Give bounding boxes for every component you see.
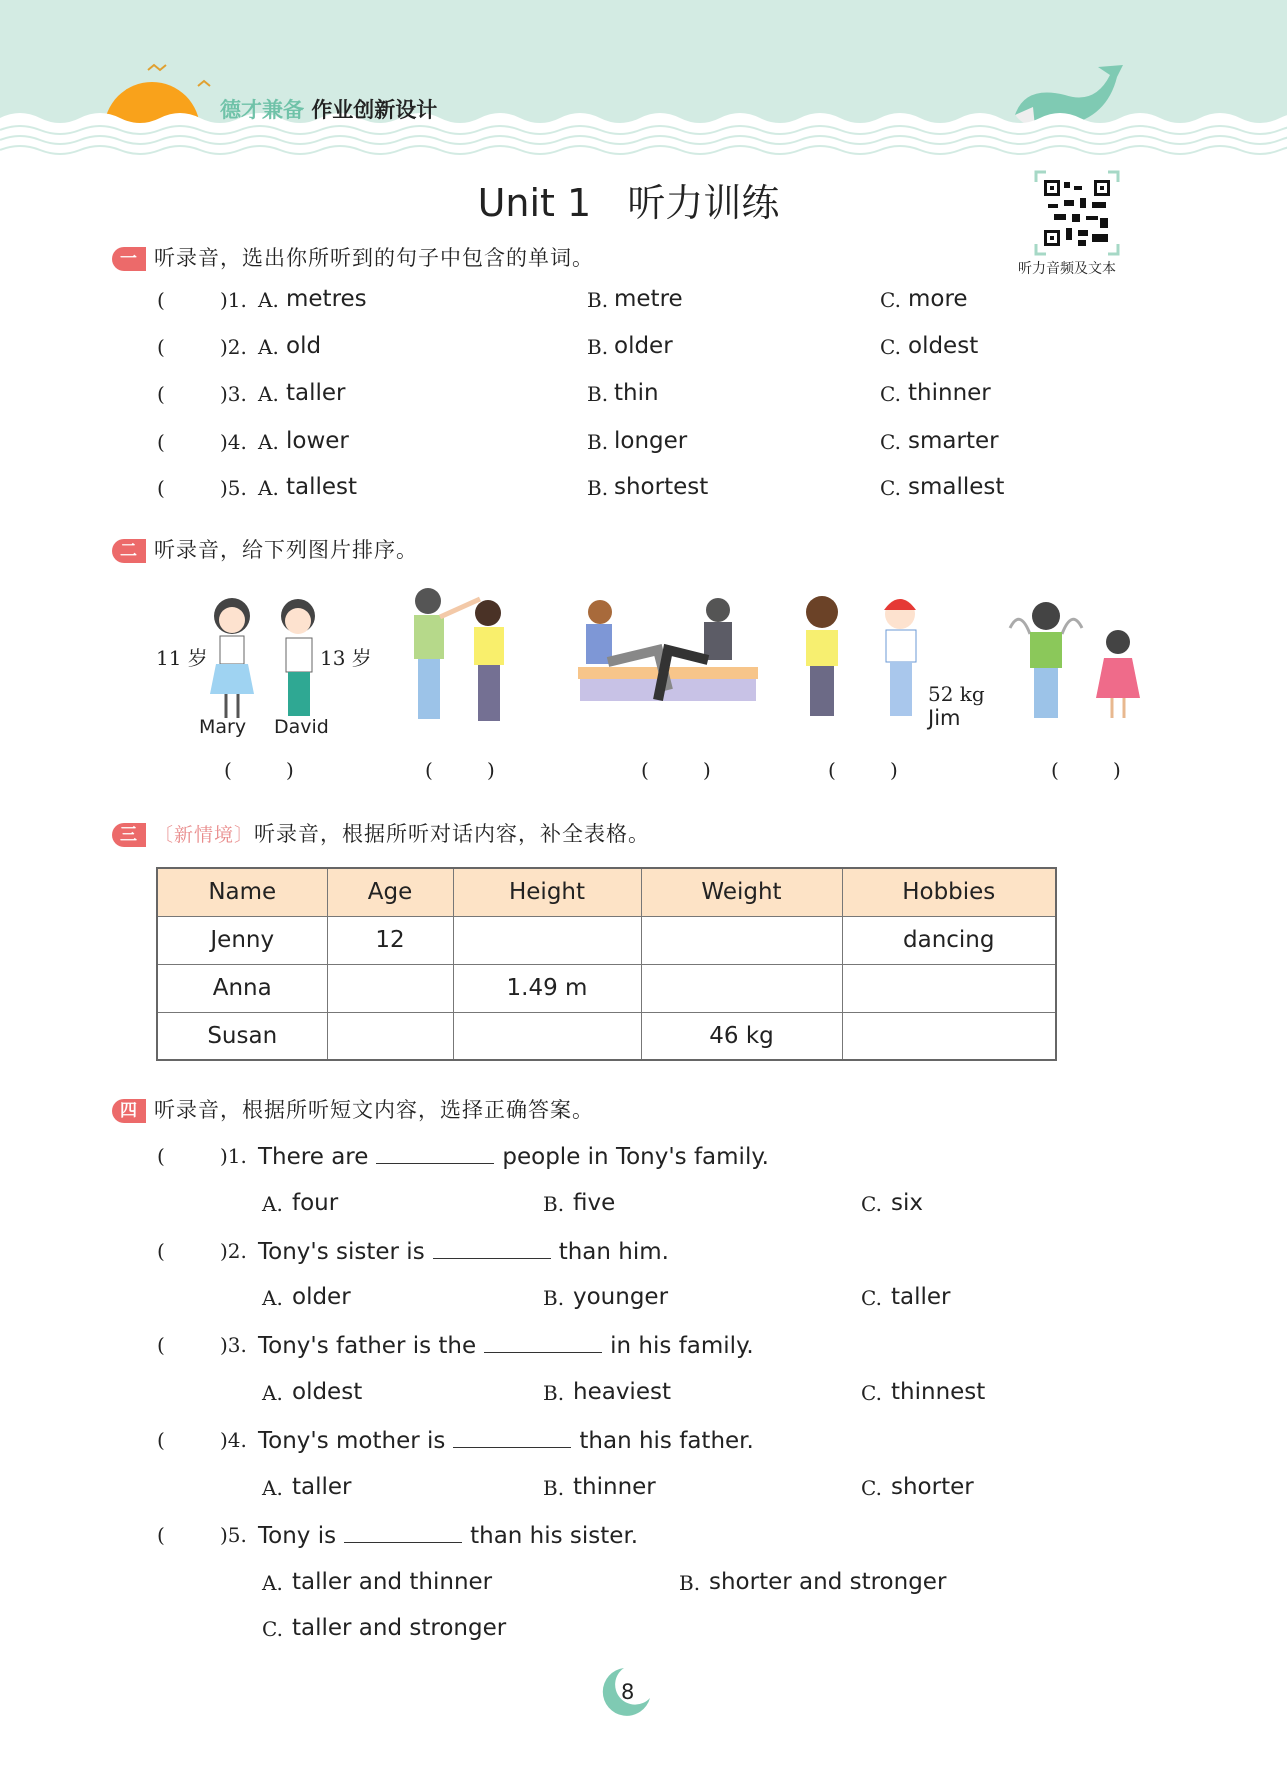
table-cell: Anna xyxy=(157,964,327,1012)
david-label: David xyxy=(274,716,329,738)
question-row xyxy=(0,286,1287,318)
option-c[interactable]: six xyxy=(891,1190,923,1216)
option-c-letter: C. xyxy=(880,288,901,312)
table-cell-blank[interactable] xyxy=(641,964,842,1012)
option-a[interactable]: lower xyxy=(286,428,349,454)
option-b-letter: B. xyxy=(587,382,609,406)
option-a[interactable]: taller xyxy=(292,1474,352,1500)
option-b[interactable]: longer xyxy=(614,428,688,454)
table-cell: Susan xyxy=(157,1012,327,1060)
table-cell-blank[interactable] xyxy=(453,916,641,964)
section1-heading xyxy=(112,242,594,272)
stem-text: Tony's sister is xyxy=(258,1239,425,1265)
question-stem xyxy=(258,1237,669,1265)
table-cell-blank[interactable] xyxy=(327,964,453,1012)
section-instruction: 听录音，给下列图片排序。 xyxy=(154,538,418,562)
stem-text: Tony's father is the xyxy=(258,1333,477,1359)
picture-jim xyxy=(790,590,990,740)
option-c-letter: C. xyxy=(861,1476,882,1500)
option-b-letter: B. xyxy=(679,1571,701,1595)
section-number-badge: 四 xyxy=(112,1099,146,1123)
option-a-letter: A. xyxy=(262,1381,283,1405)
question-number: )5. xyxy=(220,476,247,500)
question-number: )5. xyxy=(220,1523,247,1547)
answer-bracket-open[interactable]: ( xyxy=(157,382,165,406)
table-cell-blank[interactable] xyxy=(842,964,1056,1012)
answer-bracket-open[interactable]: ( xyxy=(157,335,165,359)
question-number: )1. xyxy=(220,1144,247,1168)
answer-bracket-open[interactable]: ( xyxy=(157,476,165,500)
question-stem xyxy=(258,1142,769,1170)
question-row xyxy=(0,380,1287,412)
option-b[interactable]: older xyxy=(614,333,673,359)
stem-text: than him. xyxy=(558,1239,669,1265)
section-instruction: 听录音，选出你所听到的句子中包含的单词。 xyxy=(154,246,594,270)
answer-bracket-open[interactable]: ( xyxy=(157,1144,165,1168)
series-brand xyxy=(220,94,437,124)
answer-blank xyxy=(344,1521,462,1543)
order-answer-bracket[interactable] xyxy=(637,758,717,788)
question-number: )3. xyxy=(220,382,247,406)
table-row xyxy=(157,964,1056,1012)
stem-text: people in Tony's family. xyxy=(502,1144,769,1170)
answer-blank xyxy=(376,1142,494,1164)
option-a-letter: A. xyxy=(262,1192,283,1216)
order-answer-bracket[interactable] xyxy=(220,758,300,788)
bracket-open: ( xyxy=(425,758,433,782)
option-b[interactable]: metre xyxy=(614,286,683,312)
question-number: )2. xyxy=(220,335,247,359)
question-stem xyxy=(258,1521,638,1549)
stem-text: Tony's mother is xyxy=(258,1428,446,1454)
option-b-letter: B. xyxy=(587,335,609,359)
brand-black: 作业创新设计 xyxy=(311,98,438,122)
option-c-letter: C. xyxy=(880,335,901,359)
option-b-letter: B. xyxy=(543,1381,565,1405)
option-a[interactable]: old xyxy=(286,333,322,359)
table-cell: 1.49 m xyxy=(453,964,641,1012)
bracket-open: ( xyxy=(1051,758,1059,782)
option-b[interactable]: younger xyxy=(573,1284,669,1310)
david-age: 13 岁 xyxy=(320,646,372,670)
answer-blank xyxy=(433,1237,551,1259)
picture-boys-on-bench xyxy=(548,592,763,722)
option-c[interactable]: shorter xyxy=(891,1474,974,1500)
stem-text: in his family. xyxy=(610,1333,754,1359)
table-cell: 12 xyxy=(327,916,453,964)
column-header-name: Name xyxy=(157,868,327,916)
bracket-close: ) xyxy=(703,758,711,782)
qr-code-icon[interactable] xyxy=(1034,170,1120,256)
section2-heading xyxy=(112,534,418,564)
option-b-letter: B. xyxy=(543,1476,565,1500)
answer-bracket-open[interactable]: ( xyxy=(157,288,165,312)
section-instruction: 听录音，根据所听短文内容，选择正确答案。 xyxy=(154,1098,594,1122)
section-number-badge: 三 xyxy=(112,823,146,847)
stem-text: Tony is xyxy=(258,1523,337,1549)
info-table xyxy=(156,867,1057,1061)
section-instruction: 听录音，根据所听对话内容，补全表格。 xyxy=(254,822,651,846)
table-row xyxy=(157,916,1056,964)
option-a[interactable]: taller and thinner xyxy=(292,1569,493,1595)
picture-mary-david xyxy=(150,588,380,748)
answer-blank xyxy=(484,1331,602,1353)
question-number: )4. xyxy=(220,430,247,454)
table-cell-blank[interactable] xyxy=(327,1012,453,1060)
table-cell-blank[interactable] xyxy=(453,1012,641,1060)
option-c[interactable]: thinner xyxy=(908,380,991,406)
option-b[interactable]: five xyxy=(573,1190,616,1216)
option-b-letter: B. xyxy=(543,1286,565,1310)
answer-blank xyxy=(453,1426,571,1448)
section4-heading xyxy=(112,1094,594,1124)
column-header-hobbies: Hobbies xyxy=(842,868,1056,916)
order-answer-bracket[interactable] xyxy=(1047,758,1127,788)
answer-bracket-open[interactable]: ( xyxy=(157,430,165,454)
question-row xyxy=(0,428,1287,460)
option-a[interactable]: four xyxy=(292,1190,339,1216)
option-a[interactable]: metres xyxy=(286,286,367,312)
jim-weight: 52 kg xyxy=(928,682,985,706)
answer-bracket-open[interactable]: ( xyxy=(157,1428,165,1452)
option-c[interactable]: smallest xyxy=(908,474,1005,500)
order-answer-bracket[interactable] xyxy=(824,758,904,788)
table-cell-blank[interactable] xyxy=(641,916,842,964)
column-header-age: Age xyxy=(327,868,453,916)
option-b-letter: B. xyxy=(587,430,609,454)
option-a-letter: A. xyxy=(258,430,279,454)
option-b-letter: B. xyxy=(587,288,609,312)
option-a-letter: A. xyxy=(258,382,279,406)
column-header-height: Height xyxy=(453,868,641,916)
bracket-close: ) xyxy=(890,758,898,782)
option-b-letter: B. xyxy=(587,476,609,500)
stem-text: There are xyxy=(258,1144,369,1170)
answer-bracket-open[interactable]: ( xyxy=(157,1523,165,1547)
column-header-weight: Weight xyxy=(641,868,842,916)
question-number: )4. xyxy=(220,1428,247,1452)
option-c-letter: C. xyxy=(861,1286,882,1310)
bracket-close: ) xyxy=(286,758,294,782)
bracket-open: ( xyxy=(224,758,232,782)
bracket-close: ) xyxy=(487,758,495,782)
option-b[interactable]: shorter and stronger xyxy=(709,1569,947,1595)
question-stem xyxy=(258,1426,754,1454)
answer-bracket-open[interactable]: ( xyxy=(157,1333,165,1357)
brand-green: 德才兼备 xyxy=(220,98,304,122)
picture-boys-comparing-height xyxy=(400,585,520,735)
header-banner xyxy=(0,0,1287,160)
stem-text: than his father. xyxy=(579,1428,754,1454)
question-number: )1. xyxy=(220,288,247,312)
question-stem xyxy=(258,1331,754,1359)
option-c[interactable]: thinnest xyxy=(891,1379,986,1405)
mary-label: Mary xyxy=(199,716,247,738)
page-number: 8 xyxy=(621,1680,635,1704)
option-a-letter: A. xyxy=(258,288,279,312)
option-c[interactable]: taller xyxy=(891,1284,951,1310)
bracket-close: ) xyxy=(1113,758,1121,782)
stem-text: than his sister. xyxy=(470,1523,639,1549)
option-c[interactable]: more xyxy=(908,286,968,312)
option-a[interactable]: older xyxy=(292,1284,351,1310)
option-a-letter: A. xyxy=(262,1476,283,1500)
section3-heading xyxy=(112,818,650,848)
table-cell-blank[interactable] xyxy=(842,1012,1056,1060)
picture-strong-boy-and-girl xyxy=(1000,598,1150,728)
option-a[interactable]: tallest xyxy=(286,474,358,500)
order-answer-bracket[interactable] xyxy=(421,758,501,788)
question-row xyxy=(0,474,1287,506)
question-number: )3. xyxy=(220,1333,247,1357)
table-cell: 46 kg xyxy=(641,1012,842,1060)
mary-age: 11 岁 xyxy=(156,646,208,670)
boys-illustration xyxy=(790,590,930,740)
option-c-letter: C. xyxy=(262,1617,283,1641)
qr-caption: 听力音频及文本 xyxy=(1018,261,1116,277)
option-b[interactable]: thin xyxy=(614,380,659,406)
bracket-open: ( xyxy=(828,758,836,782)
option-b-letter: B. xyxy=(543,1192,565,1216)
option-a-letter: A. xyxy=(258,335,279,359)
section-number-badge: 二 xyxy=(112,539,146,563)
option-a-letter: A. xyxy=(262,1286,283,1310)
option-c-letter: C. xyxy=(880,430,901,454)
option-b[interactable]: heaviest xyxy=(573,1379,671,1405)
option-b[interactable]: thinner xyxy=(573,1474,656,1500)
bracket-open: ( xyxy=(641,758,649,782)
option-c[interactable]: oldest xyxy=(908,333,979,359)
option-a-letter: A. xyxy=(258,476,279,500)
section-number-badge: 一 xyxy=(112,247,146,271)
option-c-letter: C. xyxy=(880,382,901,406)
new-context-tag: 〔新情境〕 xyxy=(154,824,255,846)
option-c[interactable]: smarter xyxy=(908,428,999,454)
page-title: Unit 1 听力训练 xyxy=(477,181,780,225)
answer-bracket-open[interactable]: ( xyxy=(157,1239,165,1263)
option-c-letter: C. xyxy=(880,476,901,500)
option-a[interactable]: taller xyxy=(286,380,346,406)
table-row xyxy=(157,1012,1056,1060)
table-cell: dancing xyxy=(842,916,1056,964)
option-b[interactable]: shortest xyxy=(614,474,709,500)
question-row xyxy=(0,333,1287,365)
table-header-row xyxy=(157,868,1056,916)
table-cell: Jenny xyxy=(157,916,327,964)
option-c[interactable]: taller and stronger xyxy=(292,1615,507,1641)
option-a-letter: A. xyxy=(262,1571,283,1595)
option-c-letter: C. xyxy=(861,1192,882,1216)
question-number: )2. xyxy=(220,1239,247,1263)
option-a[interactable]: oldest xyxy=(292,1379,363,1405)
option-c-letter: C. xyxy=(861,1381,882,1405)
jim-label: Jim xyxy=(928,706,961,730)
